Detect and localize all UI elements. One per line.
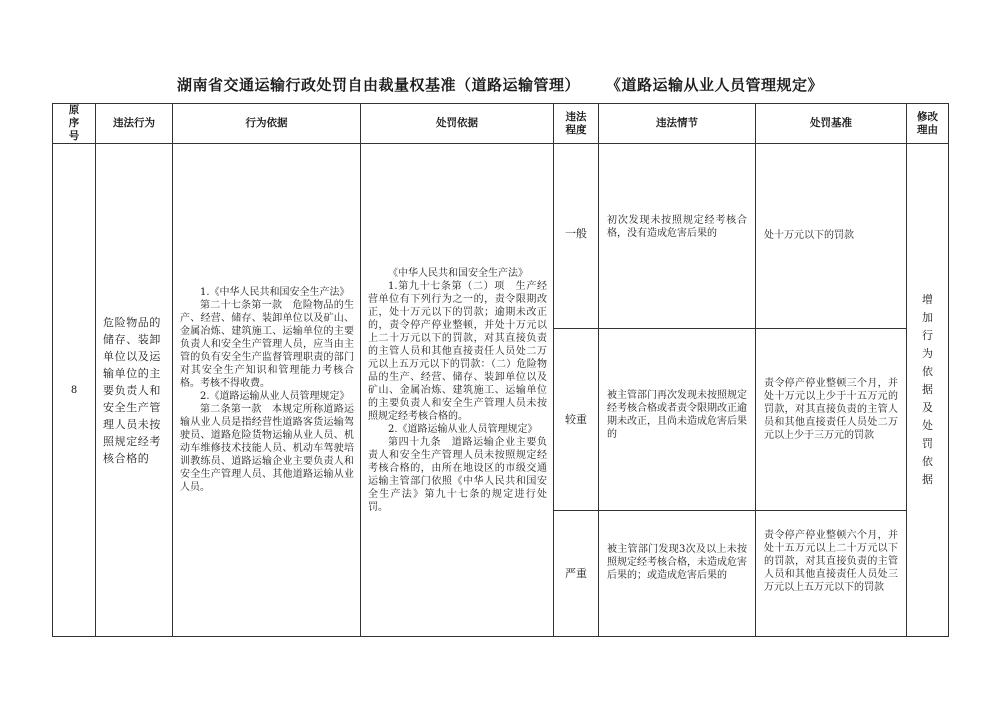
penalty-basis-cell — [361, 144, 554, 637]
penalty-reg-title: 2.《道路运输从业人员管理规定》 — [388, 423, 538, 435]
situation-general: 初次发现未按照规定经考核合格，没有造成危害后果的 — [599, 144, 756, 329]
table-row — [53, 144, 949, 329]
header-modify: 修改理由 — [907, 104, 949, 144]
header-degree: 违法程度 — [554, 104, 599, 144]
penalty-reg-article: 第四十九条 道路运输企业主要负责人和安全生产管理人员未按照规定经考核合格的，由所在地设区的市级交通运输主管部门依照《中华人民共和国安全生产法》第九十七条的规定进行处罚。 — [368, 436, 547, 513]
modify-reason-cell: 增加行为依据及处罚依据 — [907, 144, 949, 637]
degree-serious: 较重 — [554, 329, 599, 511]
standard-serious: 责令停产停业整顿三个月，并处十万元以上少于十五万元的罚款，对其直接负责的主管人员和其他直接责任人员处二万元以上少于三万元的罚款 — [756, 329, 907, 511]
header-penalty-basis: 处罚依据 — [361, 104, 554, 144]
header-seq: 原序号 — [53, 104, 96, 144]
header-behavior: 违法行为 — [96, 104, 173, 144]
penalty-law-article: 1.第九十七条第（二）项 生产经营单位有下列行为之一的，责令限期改正，处十万元以下的罚款；逾期未改正的，责令停产停业整顿，并处十万元以上二十万元以下的罚款，对其直接负责的主管人员和其他直接责任人员处二万元以上五万元以下的罚款：（二）危险物品的生产、经营、储存、装卸单位以及矿山、金属冶炼、建筑施工、运输单位的主要负责人和安全生产管理人员未按照规定经考核合格的。 — [368, 280, 547, 422]
basis-law-article: 第二十七条第一款 危险物品的生产、经营、储存、装卸单位以及矿山、金属冶炼、建筑施工、运输单位的主要负责人和安全生产管理人员，应当由主管的负有安全生产监督管理职责的部门对其安全生产知识和管理能力考核合格。考核不得收费。 — [180, 300, 354, 389]
header-row — [53, 104, 949, 144]
behavior-cell: 危险物品的储存、装卸单位以及运输单位的主要负责人和安全生产管理人员未按照规定经考核合格的 — [96, 144, 173, 637]
header-standard: 处罚基准 — [756, 104, 907, 144]
header-basis: 行为依据 — [173, 104, 361, 144]
basis-reg-title: 2.《道路运输从业人员管理规定》 — [200, 391, 350, 402]
title-regulation: 《道路运输从业人员管理规定》 — [606, 76, 824, 94]
penalty-standard-table — [52, 103, 949, 637]
basis-reg-article: 第二条第一款 本规定所称道路运输从业人员是指经营性道路客货运输驾驶员、道路危险货物运输从业人员、机动车维修技术技能人员、机动车驾驶培训教练员、道路运输企业主要负责人和安全生产管理人员、其他道路运输从业人员。 — [180, 404, 354, 493]
situation-severe: 被主管部门发现3次及以上未按照规定经考核合格，未造成危害后果的；或造成危害后果的 — [599, 511, 756, 637]
degree-general: 一般 — [554, 144, 599, 329]
basis-cell — [173, 144, 361, 637]
basis-law-title: 1.《中华人民共和国安全生产法》 — [200, 287, 350, 298]
standard-severe: 责令停产停业整顿六个月，并处十五万元以上二十万元以下的罚款，对其直接负责的主管人员和其他直接责任人员处三万元以上五万元以下的罚款 — [756, 511, 907, 637]
penalty-law-title: 《中华人民共和国安全生产法》 — [388, 267, 528, 279]
standard-general: 处十万元以下的罚款 — [756, 144, 907, 329]
situation-serious: 被主管部门再次发现未按照规定经考核合格或者责令限期改正逾期未改正，且尚未造成危害后果的 — [599, 329, 756, 511]
seq-cell: 8 — [53, 144, 96, 637]
header-situation: 违法情节 — [599, 104, 756, 144]
degree-severe: 严重 — [554, 511, 599, 637]
title-main: 湖南省交通运输行政处罚自由裁量权基准（道路运输管理） — [176, 76, 580, 94]
page-title — [0, 74, 1000, 95]
